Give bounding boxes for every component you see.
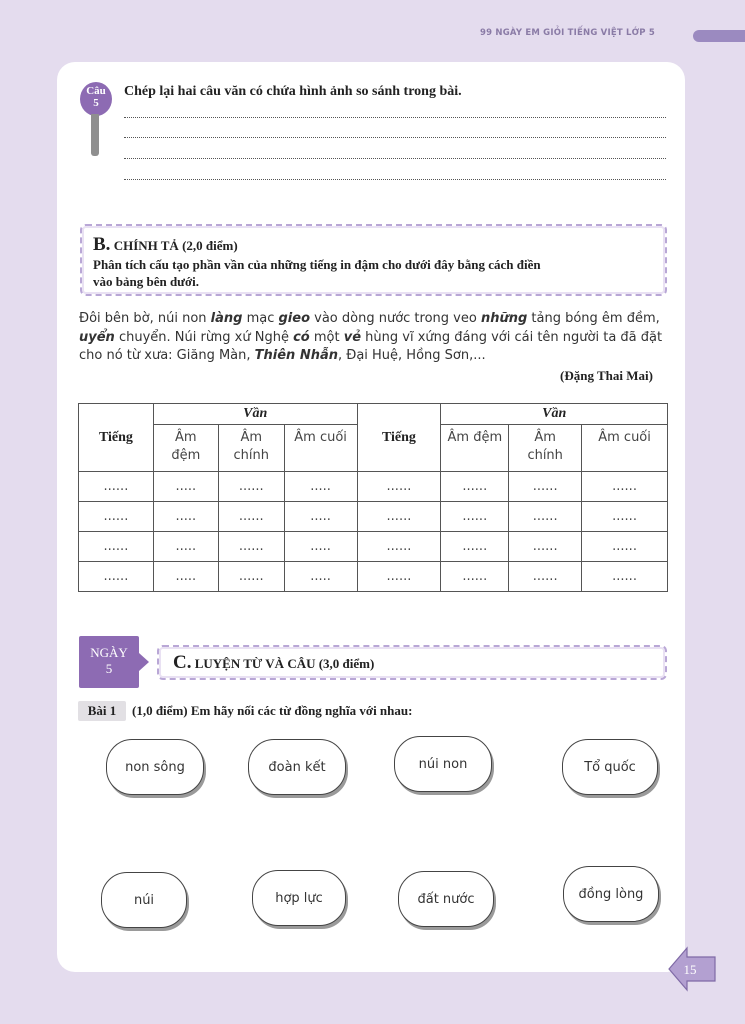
question-badge xyxy=(80,82,112,116)
section-c-heading xyxy=(173,652,374,674)
highlighted-word: gieo xyxy=(278,311,311,326)
table-cell-blank[interactable]: ...... xyxy=(582,532,668,562)
table-cell-blank[interactable]: ..... xyxy=(153,472,218,502)
page-number: 15 xyxy=(683,962,697,977)
subheader-am-chinh: Âm chính xyxy=(509,425,582,472)
header-tieng: Tiếng xyxy=(357,404,441,472)
day-badge-arrow xyxy=(139,653,149,671)
section-c-box xyxy=(157,645,667,680)
table-cell-blank[interactable]: ...... xyxy=(357,472,441,502)
subheader-am-cuoi: Âm cuối xyxy=(582,425,668,472)
header-bar xyxy=(693,30,745,42)
table-cell-blank[interactable]: ...... xyxy=(509,532,582,562)
table-cell-blank[interactable]: ...... xyxy=(441,472,509,502)
pin-stick xyxy=(91,114,99,156)
word-bubble[interactable]: núi non xyxy=(394,736,492,792)
table-cell-blank[interactable]: ..... xyxy=(153,502,218,532)
question-badge-number: 5 xyxy=(93,97,99,109)
table-cell-blank[interactable]: ..... xyxy=(284,472,357,502)
word-bubble[interactable]: đoàn kết xyxy=(248,739,346,795)
word-bubble[interactable]: núi xyxy=(101,872,187,928)
highlighted-word: uyển xyxy=(79,329,115,345)
table-cell-blank[interactable]: ...... xyxy=(218,472,284,502)
word-bubble[interactable]: đồng lòng xyxy=(563,866,659,922)
table-cell-blank[interactable]: ...... xyxy=(79,502,154,532)
highlighted-word: vẻ xyxy=(343,329,362,345)
subheader-am-dem: Âm đệm xyxy=(153,425,218,472)
header-van: Vần xyxy=(153,404,357,425)
section-b-heading xyxy=(93,234,238,256)
table-cell-blank[interactable]: ...... xyxy=(79,532,154,562)
section-b-instruction xyxy=(93,256,541,290)
page-number-arrow xyxy=(668,946,716,992)
table-cell-blank[interactable]: ..... xyxy=(284,562,357,592)
section-c-letter: C. xyxy=(173,652,192,673)
subheader-am-cuoi: Âm cuối xyxy=(284,425,357,472)
instruction-line: vào bảng bên dưới. xyxy=(93,274,200,289)
passage: Đôi bên bờ, núi non làng mạc gieo vào dòng nước trong veo những tảng bóng êm đềm, uyển chuyển. Núi rừng xứ Nghệ có một vẻ hùng vĩ xứng đáng với cái tên người ta đã đặt cho nó từ xưa: Giăng Màn, Thiên Nhẫn, Đại Huệ, Hồng Sơn,... xyxy=(79,311,663,363)
question-badge-label: Câu xyxy=(86,85,106,97)
question-prompt: Chép lại hai câu văn có chứa hình ảnh so sánh trong bài. xyxy=(124,84,462,99)
highlighted-word: làng xyxy=(210,311,243,326)
header-van: Vần xyxy=(441,404,668,425)
table-cell-blank[interactable]: ...... xyxy=(509,562,582,592)
table-cell-blank[interactable]: ..... xyxy=(284,502,357,532)
word-bubble[interactable]: đất nước xyxy=(398,871,494,927)
highlighted-word: những xyxy=(480,311,528,326)
table-cell-blank[interactable]: ...... xyxy=(441,502,509,532)
word-bubble[interactable]: non sông xyxy=(106,739,204,795)
answer-line[interactable] xyxy=(124,178,666,180)
word-bubble[interactable]: Tổ quốc xyxy=(562,739,658,795)
table-cell-blank[interactable]: ...... xyxy=(509,472,582,502)
table-cell-blank[interactable]: ...... xyxy=(357,502,441,532)
table-row xyxy=(79,502,668,532)
table-cell-blank[interactable]: ..... xyxy=(153,532,218,562)
table-cell-blank[interactable]: ...... xyxy=(218,502,284,532)
section-b-letter: B. xyxy=(93,234,111,255)
answer-line[interactable] xyxy=(124,136,666,138)
table-cell-blank[interactable]: ...... xyxy=(218,532,284,562)
table-cell-blank[interactable]: ...... xyxy=(357,562,441,592)
subheader-am-chinh: Âm chính xyxy=(218,425,284,472)
highlighted-word: Thiên Nhẫn xyxy=(254,348,338,363)
section-b-title: CHÍNH TẢ (2,0 điểm) xyxy=(113,238,238,253)
table-cell-blank[interactable]: ...... xyxy=(582,472,668,502)
running-header: 99 NGÀY EM GIỎI TIẾNG VIỆT LỚP 5 xyxy=(480,28,655,38)
exercise-label: Bài 1 xyxy=(78,701,126,721)
table-cell-blank[interactable]: ...... xyxy=(441,532,509,562)
table-cell-blank[interactable]: ...... xyxy=(582,562,668,592)
table-cell-blank[interactable]: ...... xyxy=(509,502,582,532)
exercise-prompt: (1,0 điểm) Em hãy nối các từ đồng nghĩa với nhau: xyxy=(132,703,413,718)
table-cell-blank[interactable]: ...... xyxy=(441,562,509,592)
rhyme-table xyxy=(78,403,668,592)
answer-line[interactable] xyxy=(124,116,666,118)
table-row xyxy=(79,472,668,502)
table-cell-blank[interactable]: ...... xyxy=(79,472,154,502)
word-bubble[interactable]: hợp lực xyxy=(252,870,346,926)
section-b-box xyxy=(80,224,667,296)
answer-line[interactable] xyxy=(124,157,666,159)
table-cell-blank[interactable]: ..... xyxy=(153,562,218,592)
highlighted-word: có xyxy=(293,329,310,345)
instruction-line: Phân tích cấu tạo phần vần của những tiếng in đậm cho dưới đây bằng cách điền xyxy=(93,257,541,272)
day-badge-label: NGÀY xyxy=(90,645,128,660)
section-c-title: LUYỆN TỪ VÀ CÂU (3,0 điểm) xyxy=(194,656,375,671)
table-cell-blank[interactable]: ...... xyxy=(357,532,441,562)
table-row xyxy=(79,562,668,592)
passage-author: (Đặng Thai Mai) xyxy=(560,368,653,383)
header-tieng: Tiếng xyxy=(79,404,154,472)
table-row xyxy=(79,532,668,562)
table-cell-blank[interactable]: ...... xyxy=(79,562,154,592)
table-cell-blank[interactable]: ...... xyxy=(582,502,668,532)
table-cell-blank[interactable]: ..... xyxy=(284,532,357,562)
day-badge xyxy=(79,636,139,688)
day-badge-number: 5 xyxy=(105,661,113,676)
table-cell-blank[interactable]: ...... xyxy=(218,562,284,592)
subheader-am-dem: Âm đệm xyxy=(441,425,509,472)
